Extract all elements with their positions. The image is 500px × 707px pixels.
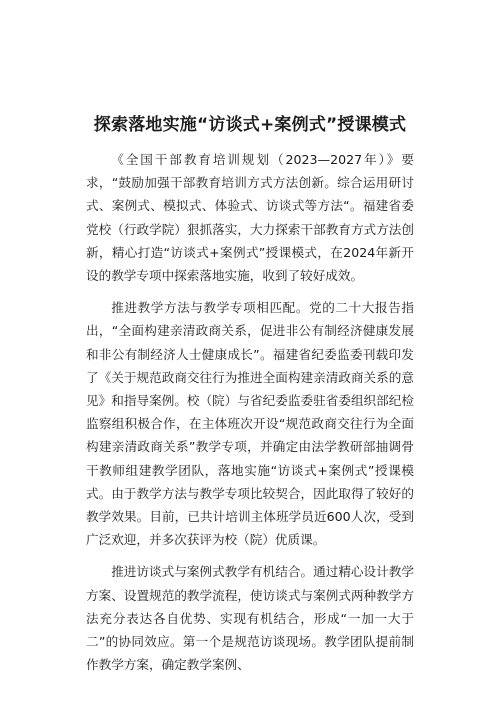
paragraph-2: 推进教学方法与教学专项相匹配。党的二十大报告指出，“全面构建亲清政商关系，促进非公有制经济健康发展和非公有制经济人士健康成长”。福建省纪委监委刊载印发了《关于规范政商交往行为推进全面构建亲清政商关系的意见》和指导案例。校（院）与省纪委监委驻省委组织部纪检监察组积极合作，在主体班次开设“规范政商交往行为全面构建亲清政商关系”教学专项，并确定由法学教研部抽调骨干教师组建教学团队，落地实施“访谈式+案例式”授课模式。由于教学方法与教学专项比较契合，因此取得了较好的教学效果。目前，已共计培训主体班学员近600人次，受到广泛欢迎，并多次获评为校（院）优质课。 (86, 300, 414, 548)
paragraph-3: 推进访谈式与案例式教学有机结合。通过精心设计教学方案、设置规范的教学流程，使访谈式与案例式两种教学方法充分表达各自优势、实现有机结合，形成“一加一大于二”的协同效应。第一个是规范访谈现场。教学团队提前制作教学方案，确定教学案例、 (86, 564, 414, 673)
document-title: 探索落地实施“访谈式+案例式”授课模式 (93, 115, 407, 135)
paragraph-1: 《全国干部教育培训规划（2023—2027年）》要求，“鼓励加强干部教育培训方式方法创新。综合运用研讨式、案例式、模拟式、体验式、访谈式等方法“。福建省委党校（行政学院）狠抓落实，大力探索干部教育方式方法创新，精心打造“访谈式+案例式”授课模式，在2024年新开设的教学专项中探索落地实施，收到了较好成效。 (86, 152, 414, 284)
